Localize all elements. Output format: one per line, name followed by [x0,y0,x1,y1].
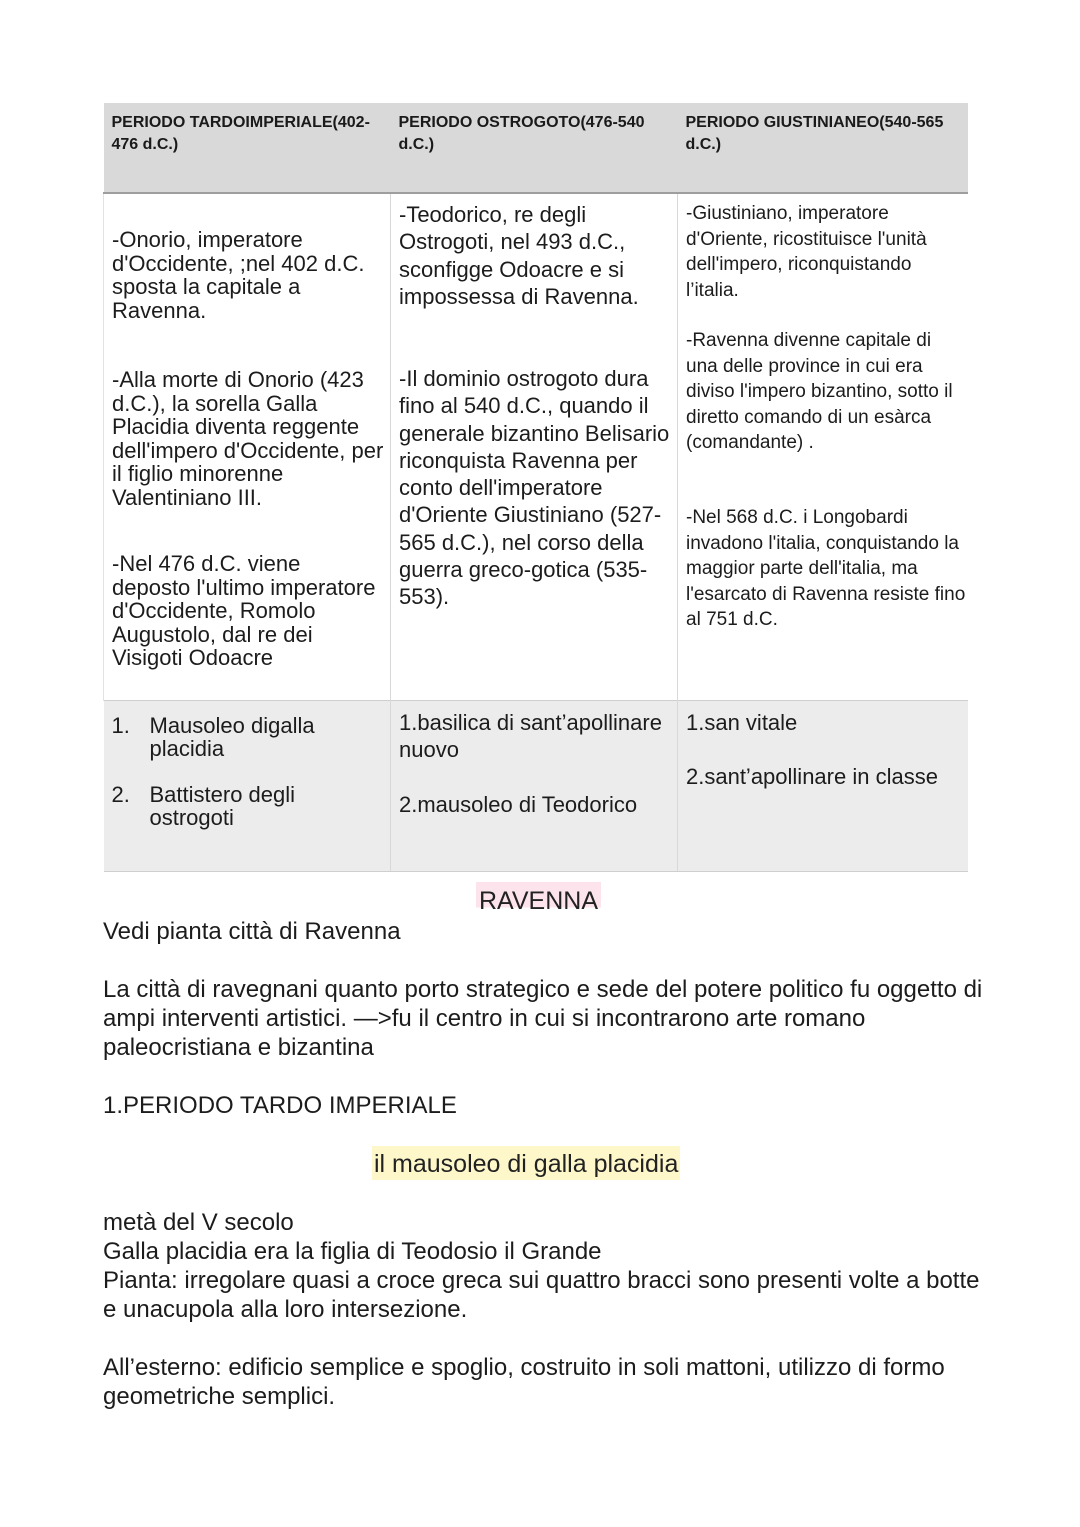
vedi-pianta-line: Vedi pianta città di Ravenna [103,918,401,945]
table-header-row [104,103,968,193]
periods-table [103,103,968,872]
monuments-cell-giustinianeo [678,701,968,872]
monuments-cell-tardoimperiale: 1. Mausoleo digalla placidia 2. Battistero degli ostrogoti [104,701,391,872]
event-longobardi: -Nel 568 d.C. i Longobardi invadono l'italia, conquistando la maggior parte dell'italia, ma l'esarcato di Ravenna resiste fino al 751 d.C. [686,507,966,630]
event-giustiniano: -Giustiniano, imperatore d'Oriente, ricostituisce l'unità dell'impero, riconquistando l’italia. [686,203,927,301]
monuments-cell-ostrogoto [391,701,678,872]
events-cell-ostrogoto [391,193,678,701]
table-monuments-row [104,701,968,872]
event-romolo-augustolo: -Nel 476 d.C. viene deposto l'ultimo imperatore d'Occidente, Romolo Augustolo, dal re dei Visigoti Odoacre [112,551,376,670]
esterno-paragraph: All’esterno: edificio semplice e spoglio, costruito in soli mattoni, utilizzo di formo geometriche semplici. [103,1354,945,1410]
event-dominio-ostrogoto: -Il dominio ostrogoto dura fino al 540 d.C., quando il generale bizantino Belisario riconquista Ravenna per conto dell'imperatore d'Oriente Giustiniano (527-565 d.C.), nel corso della guerra greco-gotica (535-553). [399,366,670,610]
text-line: Galla placidia era la figlia di Teodosio il Grande [103,1238,602,1265]
events-cell-tardoimperiale [104,193,391,701]
text-line: metà del V secolo [103,1209,294,1236]
monument-item: 1.san vitale [686,710,798,735]
monument-item: 2.sant’apollinare in classe [686,764,938,789]
event-esarcato: -Ravenna divenne capitale di una delle province in cui era diviso l'impero bizantino, sotto il diretto comando di un esàrca (comandante) . [686,330,953,453]
table-events-row [104,193,968,701]
subtitle-mausoleo: il mausoleo di galla placidia [372,1146,680,1180]
header-tardoimperiale: PERIODO TARDOIMPERIALE(402-476 d.C.) [104,103,391,193]
header-giustinianeo: PERIODO GIUSTINIANEO(540-565 d.C.) [678,103,968,193]
period-heading: 1.PERIODO TARDO IMPERIALE [103,1092,457,1119]
events-cell-giustinianeo [678,193,968,701]
monument-item: 1.basilica di sant’apollinare nuovo [399,710,662,763]
event-galla-placidia: -Alla morte di Onorio (423 d.C.), la sorella Galla Placidia diventa reggente dell'impero d'Occidente, per il figlio minorenne Valentiniano III. [112,367,384,510]
monument-item: 2.mausoleo di Teodorico [399,792,638,817]
section-title: RAVENNA [476,882,601,914]
pianta-paragraph: Pianta: irregolare quasi a croce greca sui quattro bracci sono presenti volte a botte e unacupola alla loro intersezione. [103,1267,980,1323]
event-teodorico: -Teodorico, re degli Ostrogoti, nel 493 d.C., sconfigge Odoacre e si impossessa di Ravenna. [399,202,639,309]
event-onorio: -Onorio, imperatore d'Occidente, ;nel 402 d.C. sposta la capitale a Ravenna. [112,227,365,323]
header-ostrogoto: PERIODO OSTROGOTO(476-540 d.C.) [391,103,678,193]
intro-paragraph: La città di ravegnani quanto porto strategico e sede del potere politico fu oggetto di ampi interventi artistici. —>fu il centro in cui si incontrarono arte romano paleocristiana e bizantina [103,976,983,1061]
